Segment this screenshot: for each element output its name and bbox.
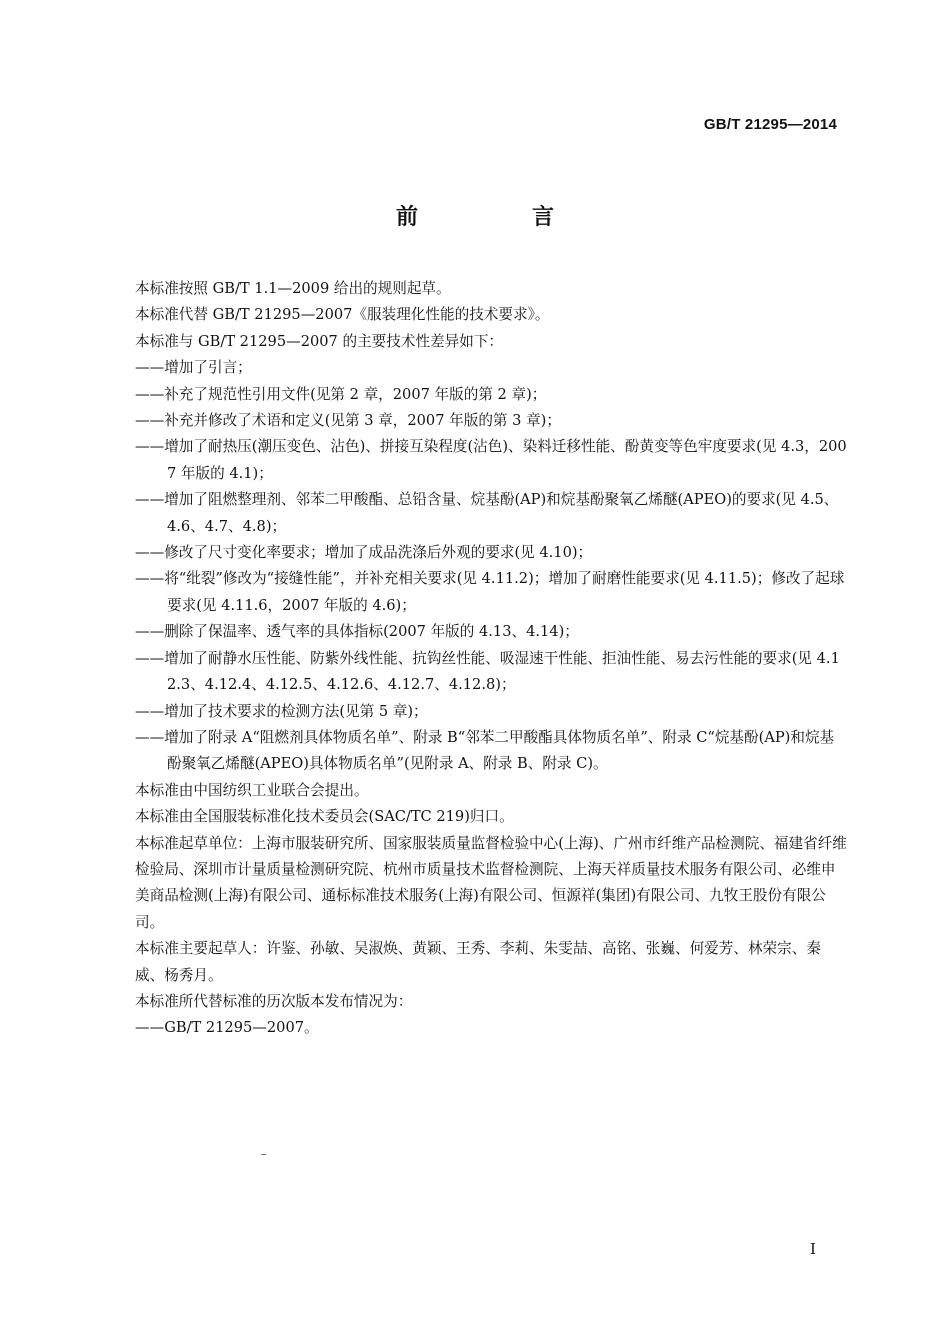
- list-item: ——增加了阻燃整理剂、邻苯二甲酸酯、总铅含量、烷基酚(AP)和烷基酚聚氧乙烯醚(APEO)的要求(见 4.5、4.6、4.7、4.8)；: [135, 491, 839, 535]
- page-title: 前 言: [395, 205, 600, 230]
- foreword-body: [135, 276, 847, 1042]
- paragraph: 本标准主要起草人：许鉴、孙敏、吴淑焕、黄颖、王秀、李莉、朱雯喆、高铭、张巍、何爱芳、林荣宗、秦威、杨秀月。: [135, 940, 821, 984]
- list-item: ——删除了保温率、透气率的具体指标(2007 年版的 4.13、4.14)；: [135, 623, 579, 641]
- paragraph: 本标准起草单位：上海市服装研究所、国家服装质量监督检验中心(上海)、广州市纤维产品检测院、福建省纤维检验局、深圳市计量质量检测研究院、杭州市质量技术监督检测院、上海天祥质量技术服务有限公司、必维申美商品检测(上海)有限公司、通标标准技术服务(上海)有限公司、恒源祥(集团)有限公司、九牧王股份有限公司。: [135, 834, 847, 931]
- list-item: ——增加了附录 A“阻燃剂具体物质名单”、附录 B“邻苯二甲酸酯具体物质名单”、附录 C“烷基酚(AP)和烷基酚聚氧乙烯醚(APEO)具体物质名单”(见附录 A、附录 B、附录 C)。: [135, 728, 835, 773]
- list-item: ——增加了技术要求的检测方法(见第 5 章)；: [135, 702, 428, 720]
- paragraph: 本标准按照 GB/T 1.1—2009 给出的规则起草。: [135, 280, 451, 297]
- paragraph: 本标准由中国纺织工业联合会提出。: [135, 781, 369, 799]
- list-item: ——增加了引言；: [135, 359, 252, 377]
- paragraph: 本标准所代替标准的历次版本发布情况为：: [135, 992, 413, 1010]
- list-item: ——增加了耐热压(潮压变色、沾色)、拼接互染程度(沾色)、染料迁移性能、酚黄变等色牢度要求(见 4.3，2007 年版的 4.1)；: [135, 438, 847, 482]
- scan-speck: [261, 1154, 266, 1155]
- list-item: ——补充了规范性引用文件(见第 2 章，2007 年版的第 2 章)；: [135, 385, 547, 403]
- list-item: ——增加了耐静水压性能、防紫外线性能、抗钩丝性能、吸湿速干性能、拒油性能、易去污性能的要求(见 4.12.3、4.12.4、4.12.5、4.12.6、4.12.7、4.12.8)；: [135, 649, 840, 694]
- page-number: I: [810, 1240, 816, 1258]
- paragraph: 本标准与 GB/T 21295—2007 的主要技术性差异如下：: [135, 332, 504, 350]
- paragraph: 本标准由全国服装标准化技术委员会(SAC/TC 219)归口。: [135, 808, 514, 826]
- list-item: ——修改了尺寸变化率要求；增加了成品洗涤后外观的要求(见 4.10)；: [135, 544, 593, 562]
- standard-code: GB/T 21295—2014: [703, 116, 837, 133]
- list-item: ——补充并修改了术语和定义(见第 3 章，2007 年版的第 3 章)；: [135, 412, 561, 430]
- paragraph: 本标准代替 GB/T 21295—2007《服装理化性能的技术要求》。: [135, 306, 550, 324]
- list-item: ——将“纰裂”修改为“接缝性能”，并补充相关要求(见 4.11.2)；增加了耐磨性能要求(见 4.11.5)；修改了起球要求(见 4.11.6，2007 年版的 4.6)；: [135, 570, 845, 614]
- list-item: ——GB/T 21295—2007。: [135, 1019, 319, 1037]
